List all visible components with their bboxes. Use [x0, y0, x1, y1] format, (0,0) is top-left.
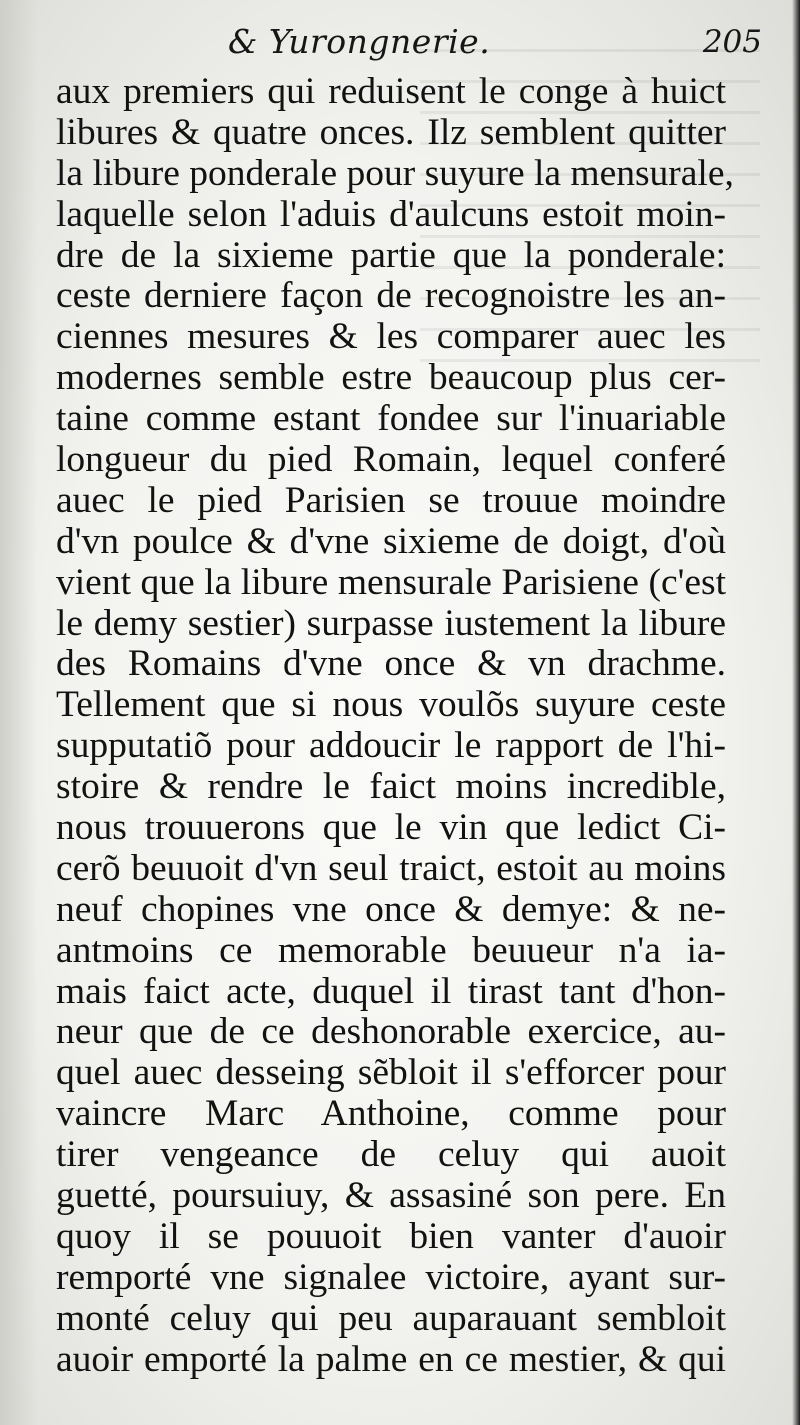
text-line: monté celuy qui peu auparauant sembloit	[56, 1297, 726, 1339]
text-line: vient que la libure mensurale Parisiene (c'est	[56, 561, 726, 603]
text-line: ciennes mesures & les comparer auec les	[56, 316, 726, 358]
text-line: vaincre Marc Anthoine, comme pour	[56, 1093, 726, 1135]
text-line: auec le pied Parisien se trouue moindre	[56, 479, 726, 521]
text-line: taine comme estant fondee sur l'inuariable	[56, 398, 726, 440]
text-line: remporté vne signalee victoire, ayant sur-	[56, 1256, 726, 1298]
text-line: auoir emporté la palme en ce mestier, & qui	[56, 1338, 726, 1380]
text-line: libures & quatre onces. Ilz semblent quitter	[56, 111, 726, 153]
text-line: nous trouuerons que le vin que ledict Ci-	[56, 807, 726, 849]
running-head	[0, 22, 800, 70]
text-line: antmoins ce memorable beuueur n'a ia-	[56, 929, 726, 971]
text-line: la libure ponderale pour suyure la mensurale,	[56, 152, 734, 194]
text-line: longueur du pied Romain, lequel conferé	[56, 439, 726, 481]
text-line: cerõ beuuoit d'vn seul traict, estoit au moins	[56, 847, 726, 889]
page-edge	[792, 0, 800, 1425]
text-line: des Romains d'vne once & vn drachme.	[56, 643, 726, 685]
text-line: modernes semble estre beaucoup plus cer-	[56, 357, 726, 399]
page-number: 205	[702, 24, 762, 60]
text-line: ceste derniere façon de recognoistre les an-	[56, 275, 726, 317]
text-line: Tellement que si nous voulõs suyure ceste	[56, 684, 726, 726]
text-line: d'vn poulce & d'vne sixieme de doigt, d'où	[56, 520, 726, 562]
text-line: le demy sestier) surpasse iustement la libure	[56, 602, 726, 644]
text-line: stoire & rendre le faict moins incredible,	[56, 766, 726, 808]
text-line: neur que de ce deshonorable exercice, au-	[56, 1011, 726, 1053]
text-line: supputatiõ pour addoucir le rapport de l'hi-	[56, 725, 726, 767]
text-line: quel auec desseing sẽbloit il s'efforcer pour	[56, 1052, 726, 1094]
text-line: dre de la sixieme partie que la ponderale:	[56, 234, 726, 276]
gutter-shadow	[0, 0, 38, 1425]
text-line: neuf chopines vne once & demye: & ne-	[56, 888, 726, 930]
text-line: laquelle selon l'aduis d'aulcuns estoit moin-	[56, 193, 726, 235]
text-line: quoy il se pouuoit bien vanter d'auoir	[56, 1215, 726, 1257]
body-text	[56, 71, 734, 1381]
text-line: aux premiers qui reduisent le conge à huict	[56, 71, 726, 112]
running-head-title: & Yurongnerie.	[228, 22, 491, 61]
text-line: tirer vengeance de celuy qui auoit	[56, 1134, 726, 1176]
text-line: guetté, poursuiuy, & assasiné son pere. En	[56, 1175, 726, 1217]
text-line: mais faict acte, duquel il tirast tant d'hon-	[56, 970, 726, 1012]
